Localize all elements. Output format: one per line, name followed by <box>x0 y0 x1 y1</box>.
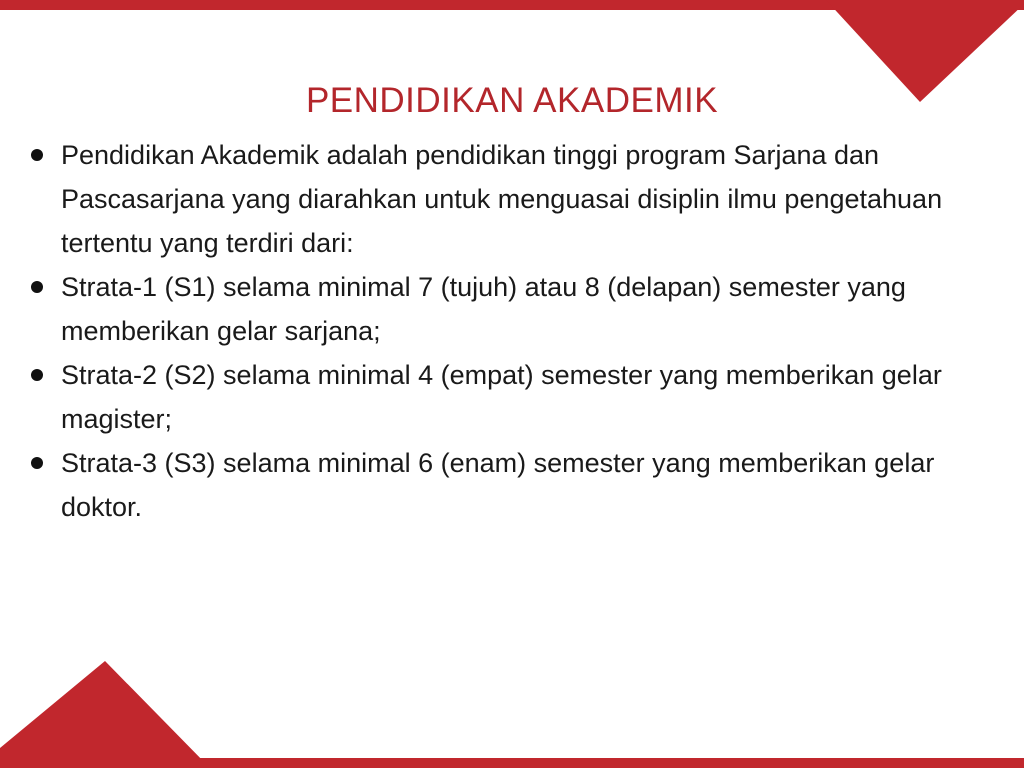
bottom-accent-bar <box>0 758 1024 768</box>
bullet-icon <box>31 149 43 161</box>
bullet-text: Strata-1 (S1) selama minimal 7 (tujuh) atau 8 (delapan) semester yang memberikan gelar sarjana; <box>61 272 906 346</box>
bullet-icon <box>31 281 43 293</box>
bullet-text: Strata-2 (S2) selama minimal 4 (empat) semester yang memberikan gelar magister; <box>61 360 942 434</box>
bullet-list <box>28 133 998 529</box>
bottom-left-triangle <box>0 661 210 768</box>
bullet-item-definition <box>28 133 998 265</box>
bullet-item-s3 <box>28 441 998 529</box>
top-accent-bar <box>0 0 1024 10</box>
bullet-item-s2 <box>28 353 998 441</box>
page-title: PENDIDIKAN AKADEMIK <box>305 81 719 120</box>
bullet-icon <box>31 369 43 381</box>
bullet-text: Strata-3 (S3) selama minimal 6 (enam) semester yang memberikan gelar doktor. <box>61 448 935 522</box>
bullet-icon <box>31 457 43 469</box>
bullet-item-s1 <box>28 265 998 353</box>
bullet-text: Pendidikan Akademik adalah pendidikan tinggi program Sarjana dan Pascasarjana yang diarahkan untuk menguasai disiplin ilmu pengetahuan tertentu yang terdiri dari: <box>61 140 943 258</box>
